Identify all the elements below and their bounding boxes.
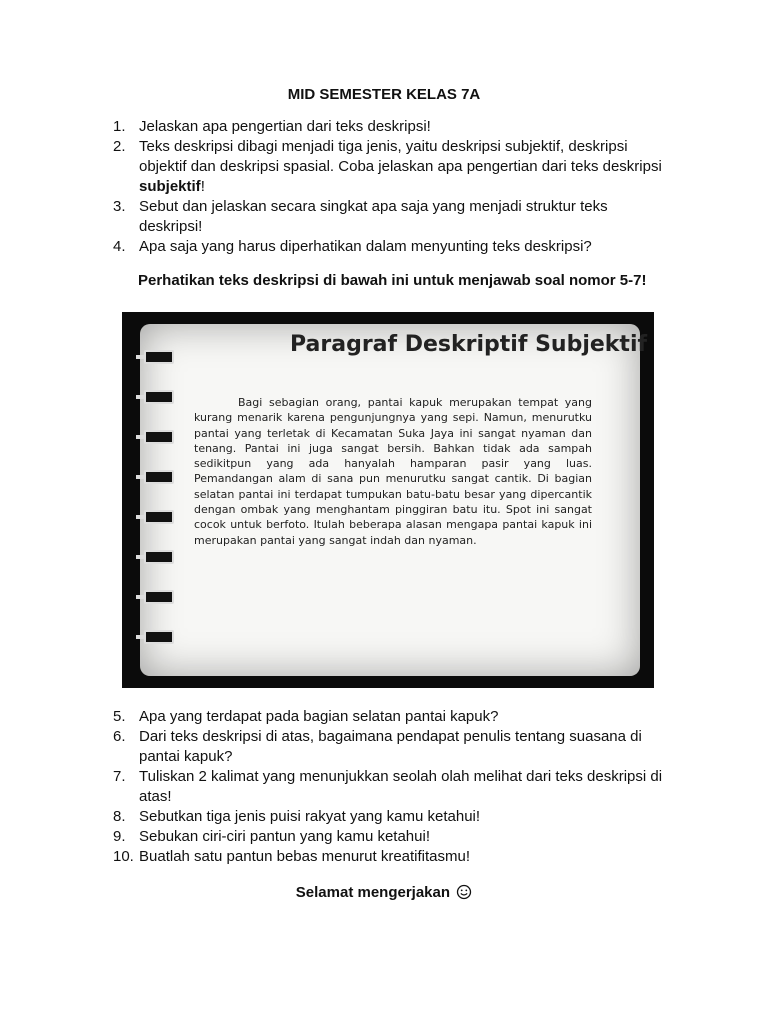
question-number: 8.	[113, 808, 126, 825]
spiral-ring-icon	[144, 630, 174, 644]
question-text-bold: subjektif	[139, 178, 201, 195]
spiral-ring-icon	[144, 470, 174, 484]
question-item	[113, 117, 673, 137]
question-item	[113, 767, 673, 807]
question-item	[113, 197, 673, 237]
question-item	[113, 727, 673, 767]
smiley-icon	[456, 884, 472, 904]
question-item	[113, 237, 673, 257]
question-text: Dari teks deskripsi di atas, bagaimana pendapat penulis tentang suasana di pantai kapuk?	[139, 728, 642, 765]
question-text: Apa saja yang harus diperhatikan dalam menyunting teks deskripsi?	[139, 238, 592, 255]
question-number: 5.	[113, 708, 126, 725]
question-text: Sebutkan tiga jenis puisi rakyat yang kamu ketahui!	[139, 808, 481, 825]
question-number: 9.	[113, 828, 126, 845]
figure-title: Paragraf Deskriptif Subjektif	[290, 332, 648, 357]
question-number: 6.	[113, 728, 126, 745]
closing-message	[0, 884, 768, 904]
instruction-text: Perhatikan teks deskripsi di bawah ini untuk menjawab soal nomor 5-7!	[138, 272, 647, 289]
document-title: MID SEMESTER KELAS 7A	[287, 86, 481, 103]
question-item	[113, 827, 673, 847]
spiral-ring-icon	[144, 590, 174, 604]
question-text: Buatlah satu pantun bebas menurut kreatifitasmu!	[139, 848, 471, 865]
spiral-ring-icon	[144, 390, 174, 404]
question-list-part2	[113, 707, 673, 867]
question-number: 7.	[113, 768, 126, 785]
spiral-ring-icon	[144, 350, 174, 364]
question-text-pre: Teks deskripsi dibagi menjadi tiga jenis, yaitu deskripsi subjektif, deskripsi objektif dan deskripsi spasial. Coba jelaskan apa pengertian dari teks deskripsi	[139, 138, 662, 175]
spiral-ring-icon	[144, 430, 174, 444]
spiral-ring-icon	[144, 550, 174, 564]
question-item	[113, 707, 673, 727]
question-number: 2.	[113, 138, 126, 155]
question-item	[113, 847, 673, 867]
question-number: 4.	[113, 238, 126, 255]
question-item	[113, 807, 673, 827]
question-text-post: !	[200, 178, 205, 195]
question-number: 10.	[113, 848, 134, 865]
question-text: Tuliskan 2 kalimat yang menunjukkan seolah olah melihat dari teks deskripsi di atas!	[139, 768, 663, 805]
descriptive-text-figure	[122, 312, 654, 688]
question-item	[113, 137, 673, 197]
figure-body-paragraph: Bagi sebagian orang, pantai kapuk merupakan tempat yang kurang menarik karena pengunjungnya yang sepi. Namun, menurutku pantai yang terletak di Kecamatan Suka Jaya ini sangat nyaman dan tenang. Pantai ini juga sangat bersih. Bahkan tidak ada sampah sedikitpun yang ada hanyalah hamparan pasir yang luas. Pemandangan alam di sana pun menurutku sangat cantik. Di bagian selatan pantai ini terdapat tumpukan batu-batu besar yang dipercantik dengan ombak yang menghantam pinggiran batu itu. Spot ini sangat cocok untuk berfoto. Itulah beberapa alasan mengapa pantai kapuk ini merupakan pantai yang sangat indah dan nyaman.	[194, 396, 592, 547]
question-text: Sebukan ciri-ciri pantun yang kamu ketahui!	[139, 828, 430, 845]
question-text	[139, 137, 673, 197]
question-number: 3.	[113, 198, 126, 215]
question-number: 1.	[113, 118, 126, 135]
question-text: Jelaskan apa pengertian dari teks deskripsi!	[139, 118, 431, 135]
spiral-ring-icon	[144, 510, 174, 524]
question-text: Sebut dan jelaskan secara singkat apa saja yang menjadi struktur teks deskripsi!	[139, 198, 608, 235]
question-list-part1	[113, 117, 673, 257]
closing-text: Selamat mengerjakan	[295, 884, 451, 901]
question-text: Apa yang terdapat pada bagian selatan pantai kapuk?	[139, 708, 499, 725]
